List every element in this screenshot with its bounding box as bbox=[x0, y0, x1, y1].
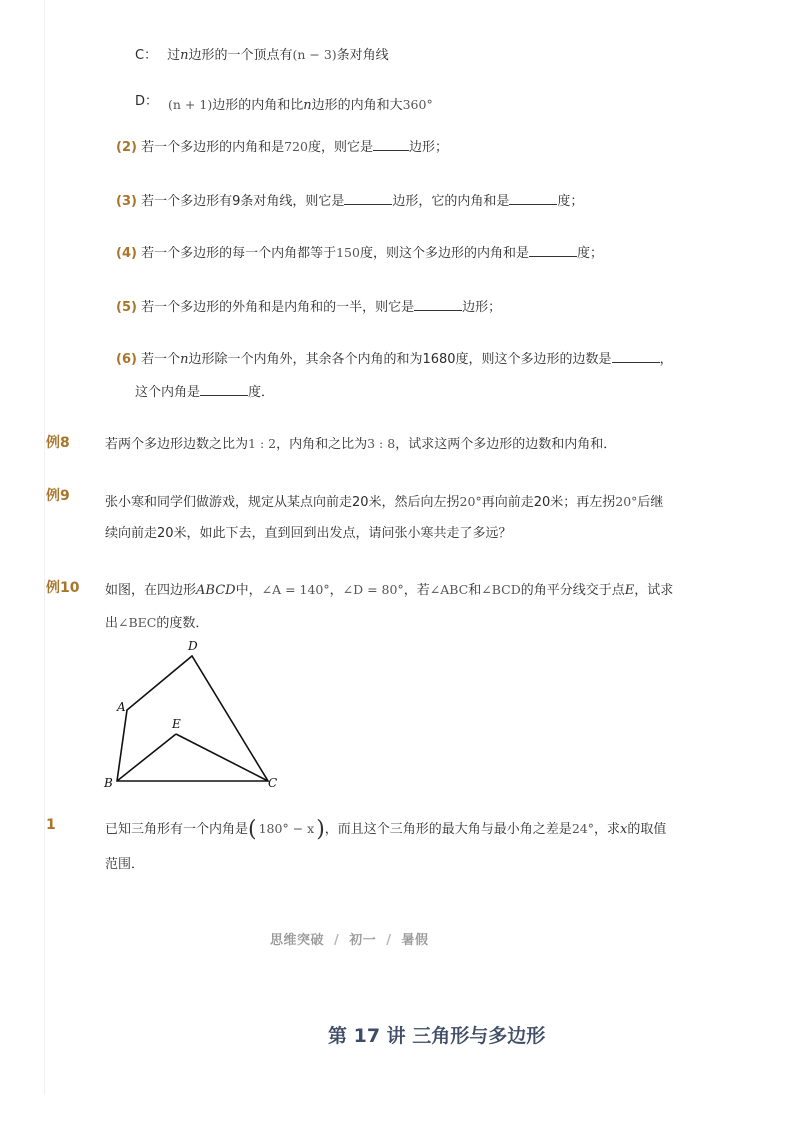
example-10-text-line-2: 出∠BEC的度数． bbox=[105, 615, 209, 631]
example-9-text-line-2: 续向前走20米，如此下去，直到回到出发点，请问张小寒共走了多远？ bbox=[105, 526, 512, 541]
example-9-label: 例9 bbox=[46, 488, 70, 504]
answer-blank[interactable] bbox=[414, 296, 462, 311]
answer-blank[interactable] bbox=[612, 348, 660, 363]
option-d-label: D： bbox=[135, 94, 159, 109]
bisector-ce bbox=[176, 734, 268, 781]
question-2: (2) 若一个多边形的内角和是720度，则它是 边形； bbox=[116, 136, 448, 158]
question-1-text-line-2: 范围． bbox=[105, 857, 145, 872]
answer-blank[interactable] bbox=[509, 190, 557, 205]
question-number: (6) bbox=[116, 352, 137, 367]
question-number: (4) bbox=[116, 246, 137, 261]
question-4: (4) 若一个多边形的每一个内角都等于150度，则这个多边形的内角和是 度； bbox=[116, 242, 603, 264]
question-3: (3) 若一个多边形有9条对角线，则它是 边形，它的内角和是 度； bbox=[116, 190, 583, 212]
chapter-title: 第 17 讲 三角形与多边形 bbox=[328, 1025, 546, 1047]
question-number: (5) bbox=[116, 300, 137, 315]
example-10-text: 如图，在四边形ABCD中，∠A = 140°，∠D = 80°，若∠ABC和∠BCD的角平分线交于点E，试求 bbox=[105, 582, 674, 598]
vertex-label-e: E bbox=[172, 717, 181, 731]
vertex-label-c: C bbox=[268, 776, 278, 790]
answer-blank[interactable] bbox=[373, 136, 409, 151]
question-5: (5) 若一个多边形的外角和是内角和的一半，则它是 边形； bbox=[116, 296, 501, 318]
option-c-label: C： bbox=[135, 48, 158, 63]
question-6: (6) 若一个n边形除一个内角外，其余各个内角的和为1680度，则这个多边形的边数是 ， bbox=[116, 348, 673, 370]
example-10-label: 例10 bbox=[46, 580, 80, 596]
option-c: C： 过n边形的一个顶点有(n − 3)条对角线 bbox=[135, 47, 389, 63]
option-d: D： (n + 1)边形的内角和比n边形的内角和大360° bbox=[135, 94, 433, 113]
quadrilateral-abcd bbox=[117, 656, 268, 781]
answer-blank[interactable] bbox=[529, 242, 577, 257]
question-number: (3) bbox=[116, 194, 137, 209]
vertex-label-a: A bbox=[117, 700, 126, 714]
bisector-be bbox=[117, 734, 176, 781]
example-8-text: 若两个多边形边数之比为1 : 2，内角和之比为3 : 8，试求这两个多边形的边数和内角和． bbox=[105, 436, 617, 452]
question-number: (2) bbox=[116, 140, 137, 155]
page-footer: 思维突破 / 初一 / 暑假 bbox=[270, 933, 429, 948]
question-1-label: 1 bbox=[46, 817, 56, 833]
vertex-label-b: B bbox=[104, 776, 113, 790]
example-9-text: 张小寒和同学们做游戏，规定从某点向前走20米，然后向左拐20°再向前走20米；再左拐20°后继 bbox=[105, 494, 664, 510]
question-1-text: 已知三角形有一个内角是( 180° − x)，而且这个三角形的最大角与最小角之差是24°，求x的取值 bbox=[105, 817, 667, 842]
page-edge bbox=[44, 0, 45, 1095]
vertex-label-d: D bbox=[188, 639, 198, 653]
question-6-line-2: 这个内角是 度． bbox=[135, 381, 274, 403]
answer-blank[interactable] bbox=[200, 381, 248, 396]
answer-blank[interactable] bbox=[344, 190, 392, 205]
example-8-label: 例8 bbox=[46, 435, 70, 451]
